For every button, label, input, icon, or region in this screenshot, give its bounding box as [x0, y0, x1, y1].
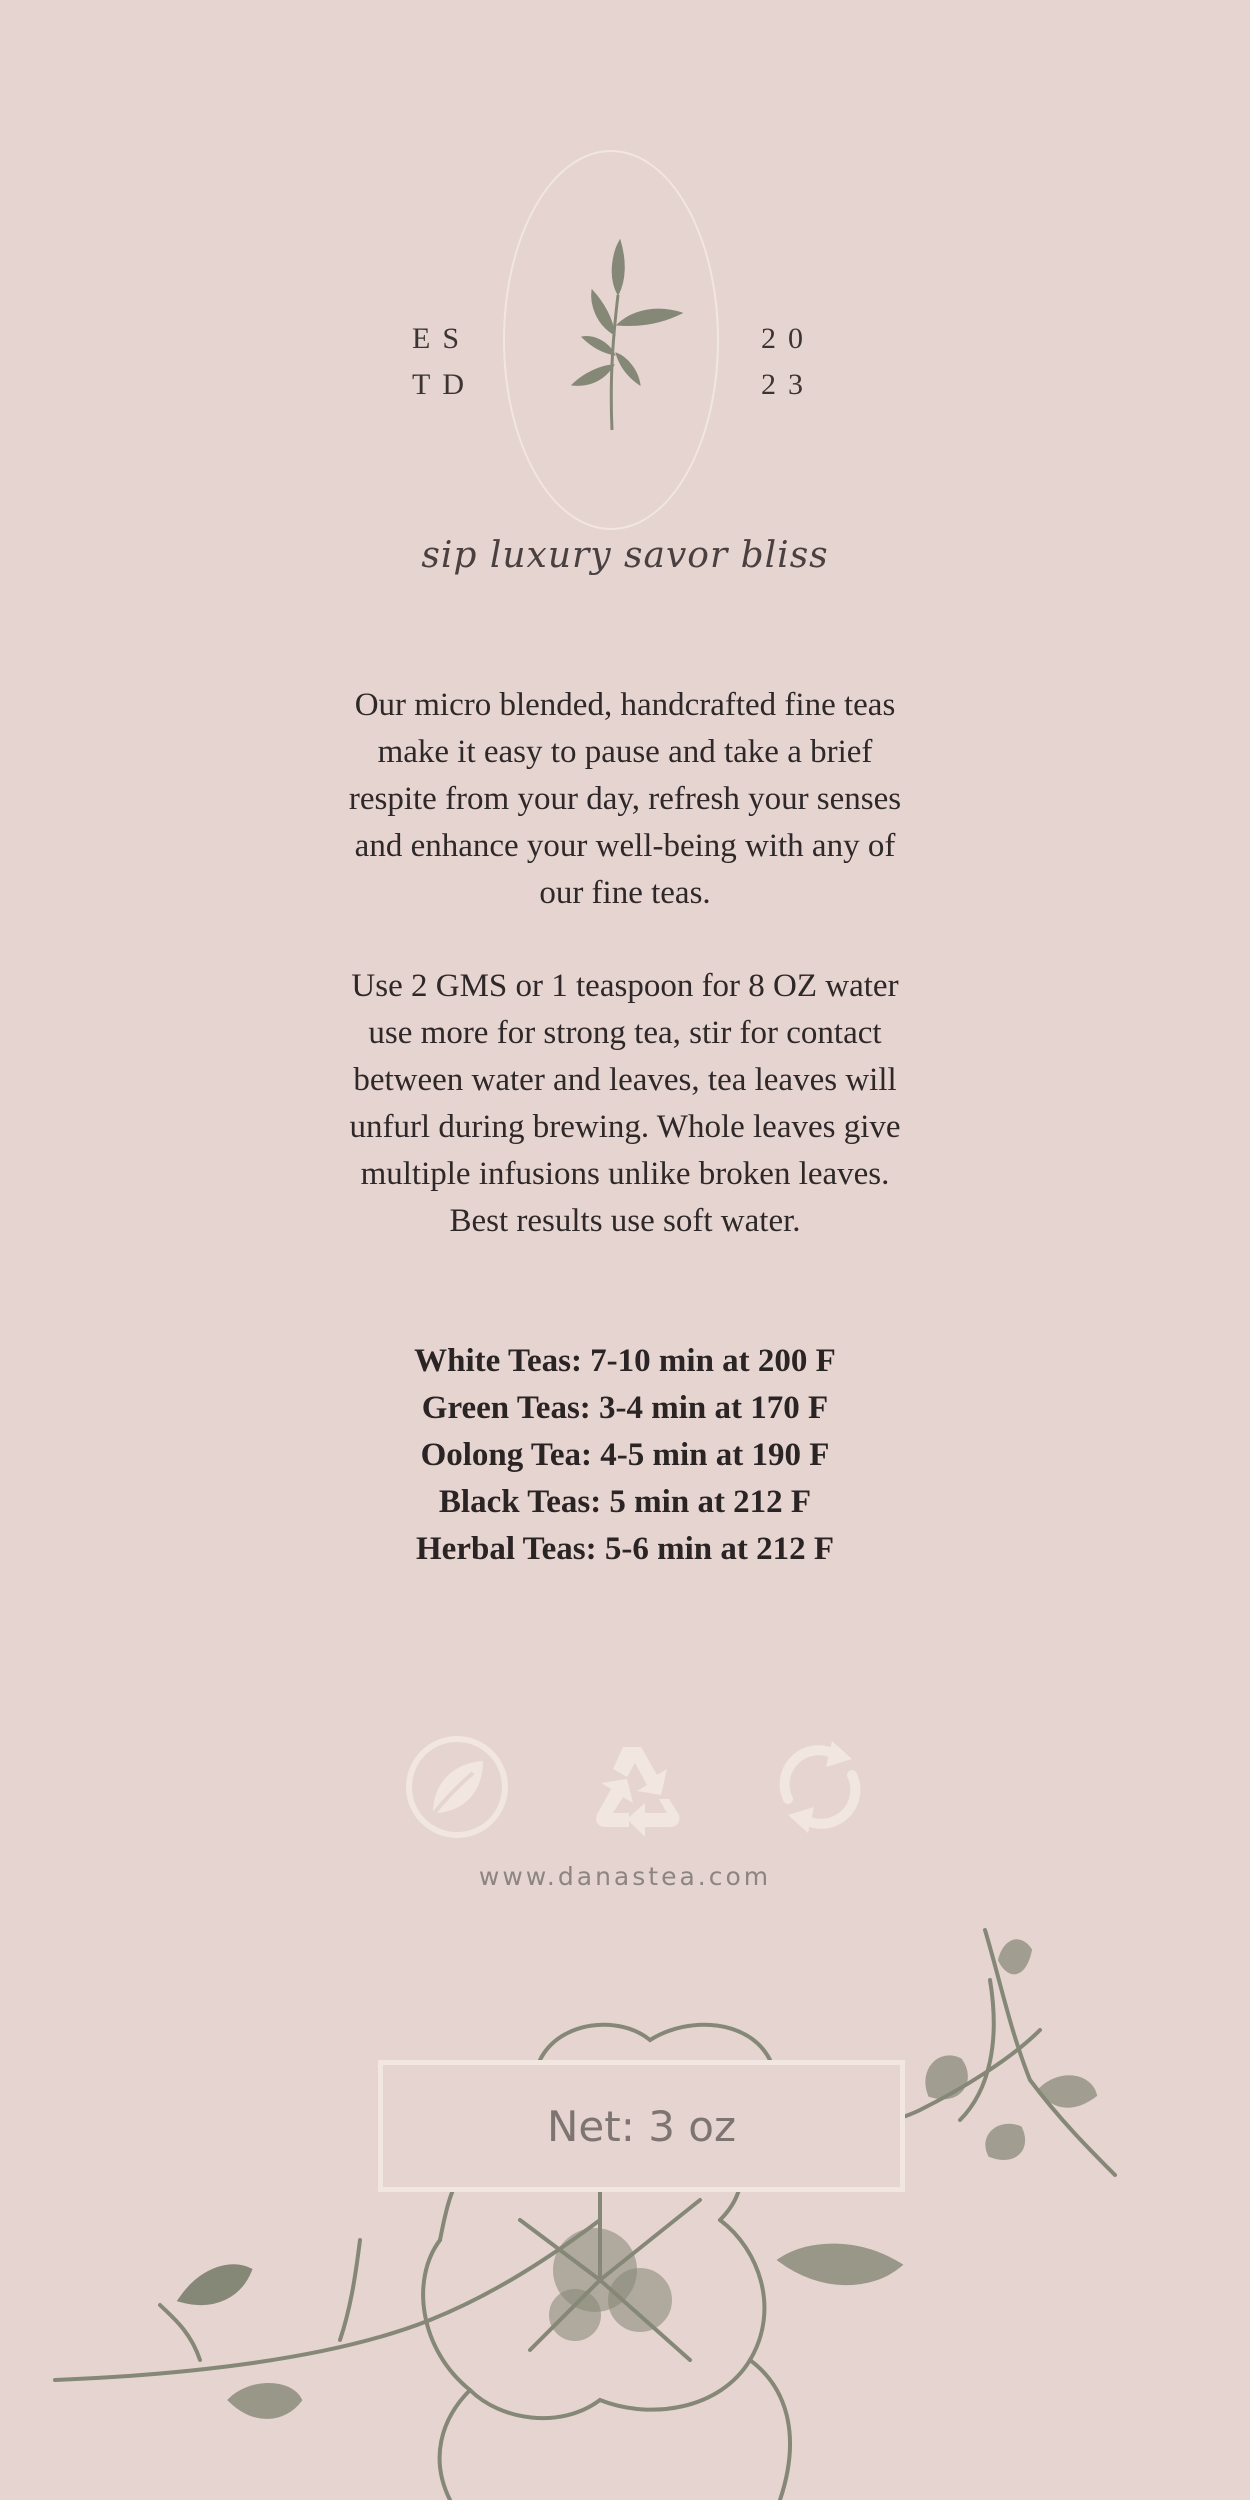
floral-illustration: [0, 1920, 1250, 2500]
est-label: [412, 316, 492, 408]
renew-icon: [766, 1733, 874, 1841]
instructions-paragraph: Use 2 GMS or 1 teaspoon for 8 OZ water use more for strong tea, stir for contact between water and leaves, tea leaves will unfurl during brewing. Whole leaves give multiple infusions unlike broken leaves. Best results use soft water.: [349, 968, 901, 1239]
brew-time-item: White Teas: 7-10 min at 200 F: [414, 1343, 836, 1379]
description-paragraph: Our micro blended, handcrafted fine teas make it easy to pause and take a brief respite from your day, refresh your senses and enhance your well-being with any of our fine teas.: [348, 687, 902, 911]
net-weight-box: [378, 2060, 905, 2192]
est-line-2: TD: [412, 368, 476, 401]
year-line-2: 23: [761, 368, 815, 401]
website-url[interactable]: www.danastea.com: [478, 1862, 772, 1891]
recycle-icon: [583, 1733, 691, 1841]
year-line-1: 20: [761, 322, 815, 355]
leaf-sprig-icon: [552, 235, 692, 435]
year-label: [761, 316, 841, 408]
brew-time-item: Herbal Teas: 5-6 min at 212 F: [416, 1531, 834, 1567]
brew-times-list: [300, 1338, 950, 1573]
tagline: sip luxury savor bliss: [421, 535, 829, 576]
brew-time-item: Green Teas: 3-4 min at 170 F: [421, 1390, 829, 1426]
est-line-1: ES: [412, 322, 472, 355]
leaf-icon: [403, 1733, 511, 1841]
net-weight-label: Net: 3 oz: [546, 2101, 737, 2151]
brew-time-item: Black Teas: 5 min at 212 F: [438, 1484, 812, 1520]
brew-time-item: Oolong Tea: 4-5 min at 190 F: [420, 1437, 830, 1473]
